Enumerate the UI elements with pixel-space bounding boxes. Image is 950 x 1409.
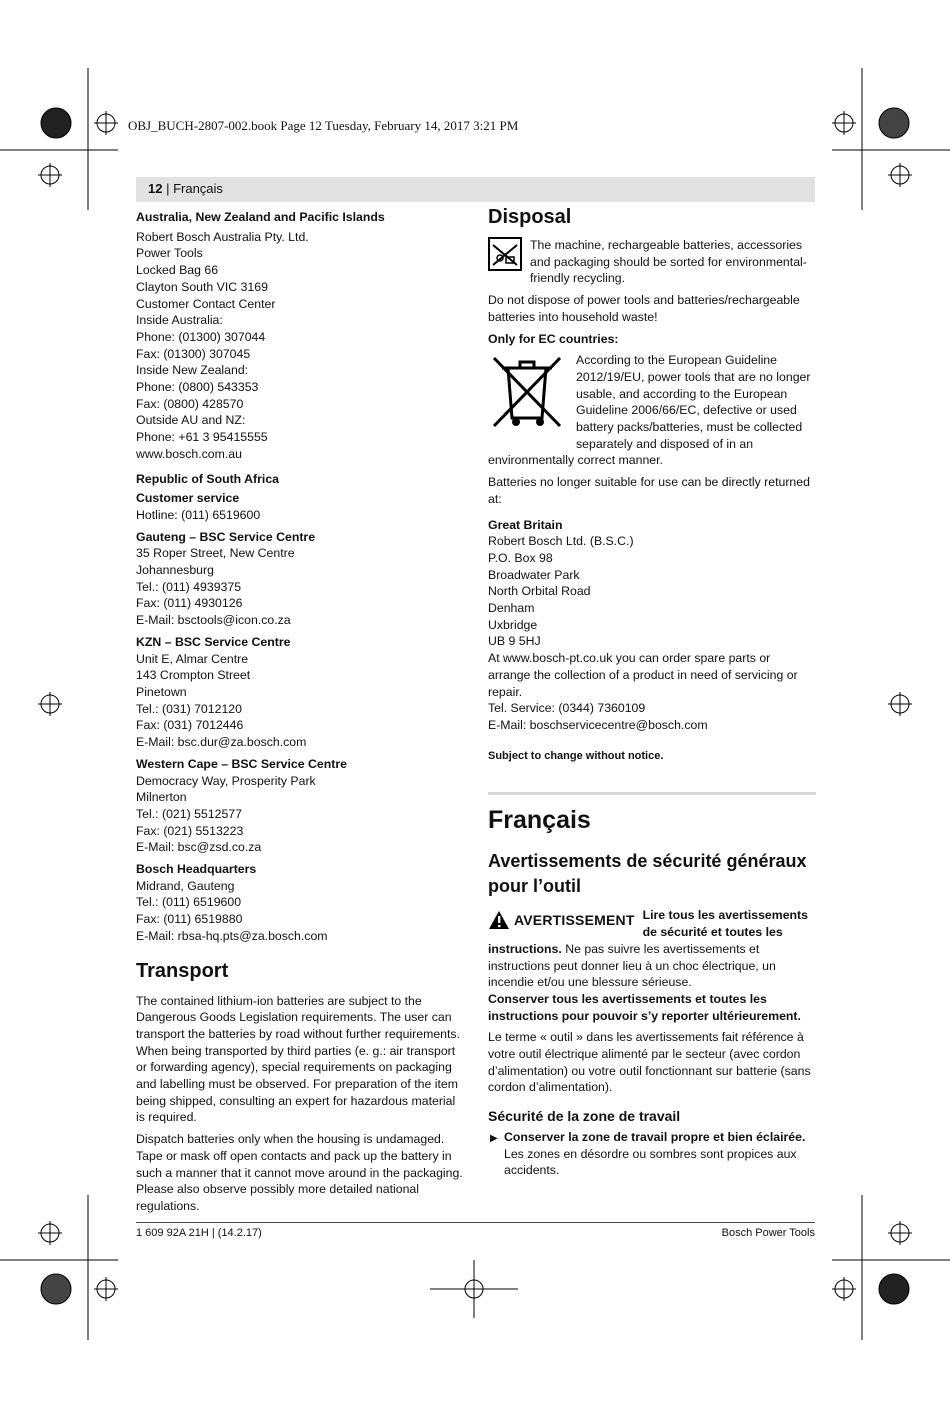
contact-line: www.bosch.com.au	[136, 446, 242, 461]
contact-line: Power Tools	[136, 246, 203, 261]
footer-doc-code: 1 609 92A 21H | (14.2.17)	[136, 1227, 262, 1239]
contact-line: Denham	[488, 601, 535, 616]
change-notice: Subject to change without notice.	[488, 749, 664, 762]
ec-title: Only for EC countries:	[488, 331, 619, 346]
contact-title: Republic of South Africa	[136, 471, 280, 486]
keep-instructions: Conserver tous les avertissements et toutes les instructions pour pouvoir s’y reporter ultérieurement.	[488, 991, 801, 1023]
contact-great-britain	[488, 517, 816, 734]
contact-line: Unit E, Almar Centre	[136, 651, 249, 666]
warning-bold-text: Lire tous les avertissements de sécurité et toutes les instructions.	[488, 908, 808, 956]
page-header-bar	[136, 177, 815, 202]
contact-line: 35 Roper Street, New Centre	[136, 546, 295, 561]
footer-rule	[136, 1222, 815, 1223]
transport-paragraph: The contained lithium-ion batteries are subject to the Dangerous Goods Legislation requirements. The user can transport the batteries by road without further requirements.	[136, 993, 460, 1041]
contact-line: Tel. Service: (0344) 7360109	[488, 701, 646, 716]
contact-line: Phone: (0800) 543353	[136, 380, 259, 395]
contact-line: E-Mail: bsc@zsd.co.za	[136, 840, 262, 855]
contact-australia	[136, 209, 464, 463]
contact-title: Australia, New Zealand and Pacific Islands	[136, 210, 385, 224]
contact-line: UB 9 5HJ	[488, 634, 541, 649]
contact-line: Tel.: (021) 5512577	[136, 806, 242, 821]
page-number: 12	[148, 181, 163, 196]
contact-line: Fax: (01300) 307045	[136, 346, 251, 361]
contact-line: Tel.: (011) 6519600	[136, 895, 242, 910]
contact-line: Phone: +61 3 95415555	[136, 430, 268, 445]
contact-line: Fax: (031) 7012446	[136, 718, 244, 733]
contact-line: E-Mail: boschservicecentre@bosch.com	[488, 717, 708, 732]
contact-line: Midrand, Gauteng	[136, 878, 235, 893]
warning-triangle-icon	[488, 910, 510, 930]
bullet-text: Les zones en désordre ou sombres sont propices aux accidents.	[504, 1146, 797, 1178]
contact-line: P.O. Box 98	[488, 550, 553, 565]
transport-heading: Transport	[136, 959, 229, 982]
bullet-bold-text: Conserver la zone de travail propre et bien éclairée.	[504, 1129, 806, 1144]
disposal-heading: Disposal	[488, 206, 572, 228]
warning-badge	[488, 910, 635, 930]
contact-subtitle: Customer service	[136, 491, 240, 506]
contact-kzn	[136, 634, 464, 751]
contact-line: Phone: (01300) 307044	[136, 329, 266, 344]
ec-block	[488, 352, 816, 469]
contact-line: Uxbridge	[488, 617, 538, 632]
contact-title: Bosch Headquarters	[136, 862, 257, 877]
section-divider	[488, 792, 816, 795]
contact-line: Inside New Zealand:	[136, 363, 249, 378]
print-header: OBJ_BUCH-2807-002.book Page 12 Tuesday, February 14, 2017 3:21 PM	[128, 118, 519, 133]
footer-brand: Bosch Power Tools	[721, 1227, 815, 1239]
francais-heading: Français	[488, 806, 591, 835]
bullet-arrow-icon: ▶	[490, 1132, 498, 1144]
contact-line: E-Mail: rbsa-hq.pts@za.bosch.com	[136, 928, 328, 943]
contact-line: Hotline: (011) 6519600	[136, 507, 261, 522]
term-paragraph: Le terme « outil » dans les avertissements fait référence à votre outil électrique alimenté par le secteur (avec cordon d’alimentation) ou votre outil fonctionnant sur batterie (sans cordon d’alimentation).	[488, 1030, 811, 1095]
bullet-item	[488, 1129, 816, 1179]
header-language: Français	[173, 181, 223, 196]
contact-line: Tel.: (011) 4939375	[136, 579, 242, 594]
contact-line: Tel.: (031) 7012120	[136, 701, 242, 716]
contact-line: Inside Australia:	[136, 313, 223, 328]
contact-line: Johannesburg	[136, 563, 214, 578]
contact-line: 143 Crompton Street	[136, 668, 251, 683]
ec-paragraph: According to the European Guideline 2012/19/EU, power tools that are no longer usable, and according to the European Guideline 2006/66/EC, defective or used battery packs/batteries, must be collected separately and disposed of in an environmentally correct manner.	[488, 353, 811, 468]
right-column	[488, 205, 816, 1179]
contact-line: Locked Bag 66	[136, 263, 219, 278]
contact-paragraph: At www.bosch-pt.co.uk you can order spare parts or arrange the collection of a product in need of servicing or repair.	[488, 651, 798, 699]
warning-text: Ne pas suivre les avertissements et instructions peut donner lieu à un choc électrique, un incendie et/ou une blessure sérieuse.	[488, 941, 776, 990]
disposal-paragraph: The machine, rechargeable batteries, accessories and packaging should be sorted for environmental-friendly recycling.	[530, 238, 807, 286]
contact-line: Milnerton	[136, 790, 187, 805]
disposal-intro	[488, 237, 816, 287]
contact-title: Gauteng – BSC Service Centre	[136, 529, 316, 544]
contact-gauteng	[136, 529, 464, 629]
contact-line: Democracy Way, Prosperity Park	[136, 773, 316, 788]
header-separator: |	[162, 181, 174, 196]
contact-line: North Orbital Road	[488, 584, 591, 599]
contact-line: Robert Bosch Ltd. (B.S.C.)	[488, 534, 634, 549]
francais-subheading: Avertissements de sécurité généraux pour l’outil	[488, 851, 807, 897]
disposal-paragraph: Batteries no longer suitable for use can be directly returned at:	[488, 475, 810, 506]
contact-line: E-Mail: bsc.dur@za.bosch.com	[136, 735, 307, 750]
page-header	[148, 181, 223, 196]
contact-line: Fax: (011) 6519880	[136, 912, 243, 927]
recycling-sort-icon	[488, 237, 522, 276]
contact-line: Pinetown	[136, 684, 187, 699]
contact-title: KZN – BSC Service Centre	[136, 634, 291, 649]
warning-label: AVERTISSEMENT	[514, 912, 635, 929]
contact-line: Outside AU and NZ:	[136, 413, 246, 428]
contact-hq	[136, 861, 464, 945]
contact-south-africa	[136, 471, 464, 524]
transport-paragraph: Dispatch batteries only when the housing is undamaged. Tape or mask off open contacts and pack up the battery in such a manner that it cannot move around in the packaging. Please also observe possibly more detailed national regulations.	[136, 1132, 463, 1213]
warning-block	[488, 907, 816, 991]
contact-line: Fax: (021) 5513223	[136, 823, 244, 838]
contact-line: Fax: (011) 4930126	[136, 596, 243, 611]
work-area-heading: Sécurité de la zone de travail	[488, 1108, 681, 1125]
contact-line: Broadwater Park	[488, 567, 580, 582]
disposal-paragraph: Do not dispose of power tools and batteries/rechargeable batteries into household waste!	[488, 293, 800, 324]
contact-line: Fax: (0800) 428570	[136, 396, 244, 411]
transport-paragraph: When being transported by third parties (e. g.: air transport or forwarding agency), special requirements on packaging and labelling must be observed. For preparation of the item being shipped, consulting an expert for hazardous material is required.	[136, 1043, 458, 1125]
crossed-bin-icon	[488, 352, 566, 437]
contact-title: Great Britain	[488, 517, 563, 532]
contact-line: Clayton South VIC 3169	[136, 279, 268, 294]
contact-title: Western Cape – BSC Service Centre	[136, 756, 347, 771]
left-column	[136, 209, 464, 1220]
contact-line: E-Mail: bsctools@icon.co.za	[136, 613, 291, 628]
contact-western-cape	[136, 756, 464, 856]
contact-line: Customer Contact Center	[136, 296, 276, 311]
contact-line: Robert Bosch Australia Pty. Ltd.	[136, 229, 309, 244]
